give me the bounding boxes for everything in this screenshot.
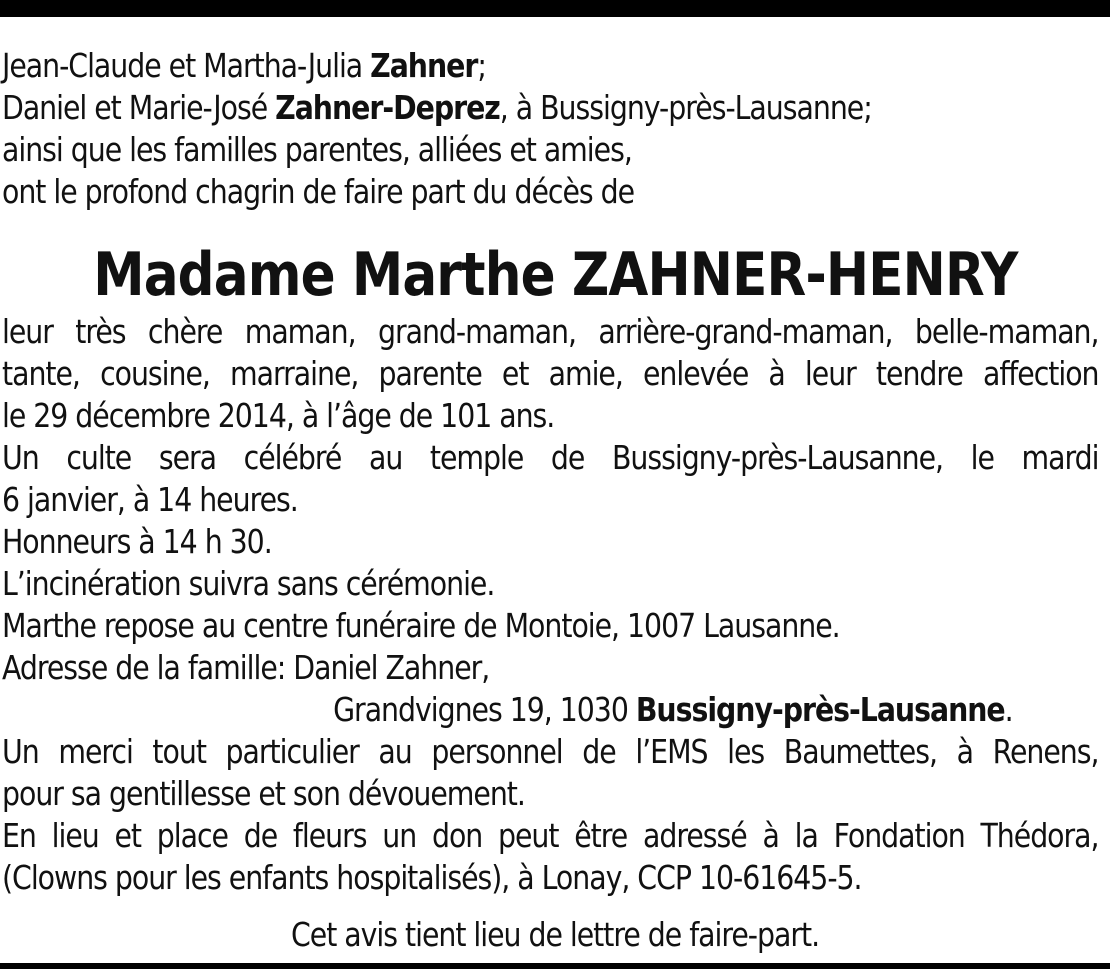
deceased-name-heading: Madame Marthe ZAHNER-HENRY	[92, 240, 1018, 310]
text-line: (Clowns pour les enfants hospitalisés), à Lonay, CCP 10-61645-5.	[2, 858, 862, 897]
intro-line: ont le profond chagrin de faire part du décès de	[2, 172, 635, 211]
text-line: En lieu et place de fleurs un don peut être adressé à la Fondation Thédora,	[2, 816, 1099, 855]
intro-line: Daniel et Marie-José Zahner-Deprez, à Bussigny-près-Lausanne;	[2, 88, 872, 127]
intro-paragraph	[2, 45, 1099, 213]
family-name: Zahner	[370, 46, 478, 85]
text-line: le 29 décembre 2014, à l’âge de 101 ans.	[2, 396, 555, 435]
text-line: Un merci tout particulier au personnel de l’EMS les Baumettes, à Renens,	[2, 732, 1099, 771]
text-line: Honneurs à 14 h 30.	[2, 522, 272, 561]
address-line: Grandvignes 19, 1030 Bussigny-près-Lausanne.	[333, 690, 1013, 729]
text-line: tante, cousine, marraine, parente et amie, enlevée à leur tendre affection	[2, 354, 1099, 393]
intro-line: Jean-Claude et Martha-Julia Zahner;	[2, 46, 486, 85]
text-line: Un culte sera célébré au temple de Bussigny-près-Lausanne, le mardi	[2, 438, 1099, 477]
intro-line: ainsi que les familles parentes, alliées et amies,	[2, 130, 632, 169]
text-line: leur très chère maman, grand-maman, arrière-grand-maman, belle-maman,	[2, 312, 1099, 351]
family-name: Zahner-Deprez	[275, 88, 500, 127]
text-line: pour sa gentillesse et son dévouement.	[2, 774, 525, 813]
main-paragraph	[2, 311, 1099, 899]
text-line: 6 janvier, à 14 heures.	[2, 480, 298, 519]
address-place: Bussigny-près-Lausanne	[635, 690, 1005, 729]
closing-line: Cet avis tient lieu de lettre de faire-part.	[290, 915, 820, 954]
text-line: L’incinération suivra sans cérémonie.	[2, 564, 495, 603]
text-line: Marthe repose au centre funéraire de Montoie, 1007 Lausanne.	[2, 606, 840, 645]
text-line: Adresse de la famille: Daniel Zahner,	[2, 648, 490, 687]
